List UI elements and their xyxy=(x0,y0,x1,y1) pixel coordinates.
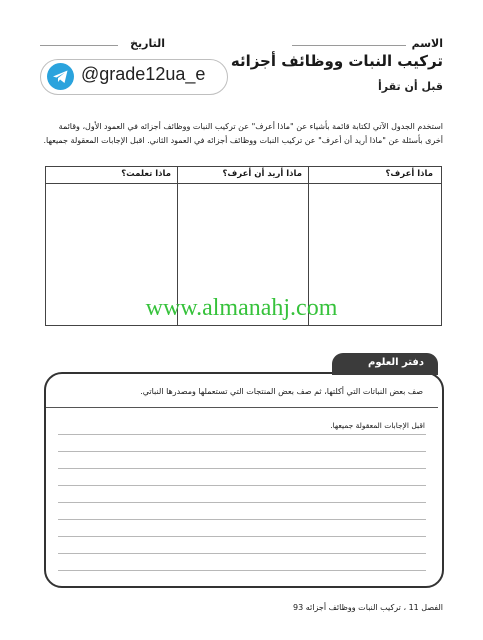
writing-line xyxy=(58,553,426,554)
date-line xyxy=(40,45,118,46)
writing-line xyxy=(58,502,426,503)
kwl-header-want: ماذا أريد أن أعرف؟ xyxy=(222,169,302,179)
section-subtitle: قبل أن تقرأ xyxy=(378,80,443,93)
notebook-prompt: صف بعض النباتات التي أكلتها، ثم صف بعض المنتجات التي تستعملها ومصدرها النباتي. xyxy=(140,387,423,396)
writing-line xyxy=(58,536,426,537)
notebook-answer: اقبل الإجابات المعقولة جميعها. xyxy=(330,421,425,430)
science-notebook-title: دفتر العلوم xyxy=(368,357,424,368)
page-footer: الفصل 11 ، تركيب النبات ووظائف أجزائه 93 xyxy=(293,603,443,612)
writing-line xyxy=(58,468,426,469)
name-label: الاسم xyxy=(411,37,443,50)
telegram-handle: @grade12ua_e xyxy=(81,64,206,84)
kwl-header-learned: ماذا تعلمت؟ xyxy=(121,169,171,179)
instructions-text: استخدم الجدول الآتي لكتابة قائمة بأشياء عن "ماذا أعرف" عن تركيب النبات ووظائف أجزائه في العمود الأول، وقائمة أخرى بأسئلة عن "ماذا أريد أن أعرف" عن تركيب النبات ووظائف أجزائه في العمود الثاني. اقبل الإجابات المعقولة جميعها. xyxy=(43,122,443,145)
telegram-icon xyxy=(47,63,74,90)
page-title: تركيب النبات ووظائف أجزائه xyxy=(230,52,443,70)
writing-line xyxy=(58,434,426,435)
science-notebook-box xyxy=(44,372,444,588)
writing-line xyxy=(58,570,426,571)
writing-line xyxy=(58,519,426,520)
date-label: التاريخ xyxy=(130,37,165,50)
science-notebook-tab xyxy=(332,353,438,375)
kwl-header-know: ماذا أعرف؟ xyxy=(385,169,433,179)
notebook-divider xyxy=(46,407,438,408)
writing-line xyxy=(58,451,426,452)
writing-line xyxy=(58,485,426,486)
name-line xyxy=(292,45,406,46)
telegram-badge[interactable] xyxy=(40,59,228,95)
watermark: www.almanahj.com xyxy=(145,295,338,321)
